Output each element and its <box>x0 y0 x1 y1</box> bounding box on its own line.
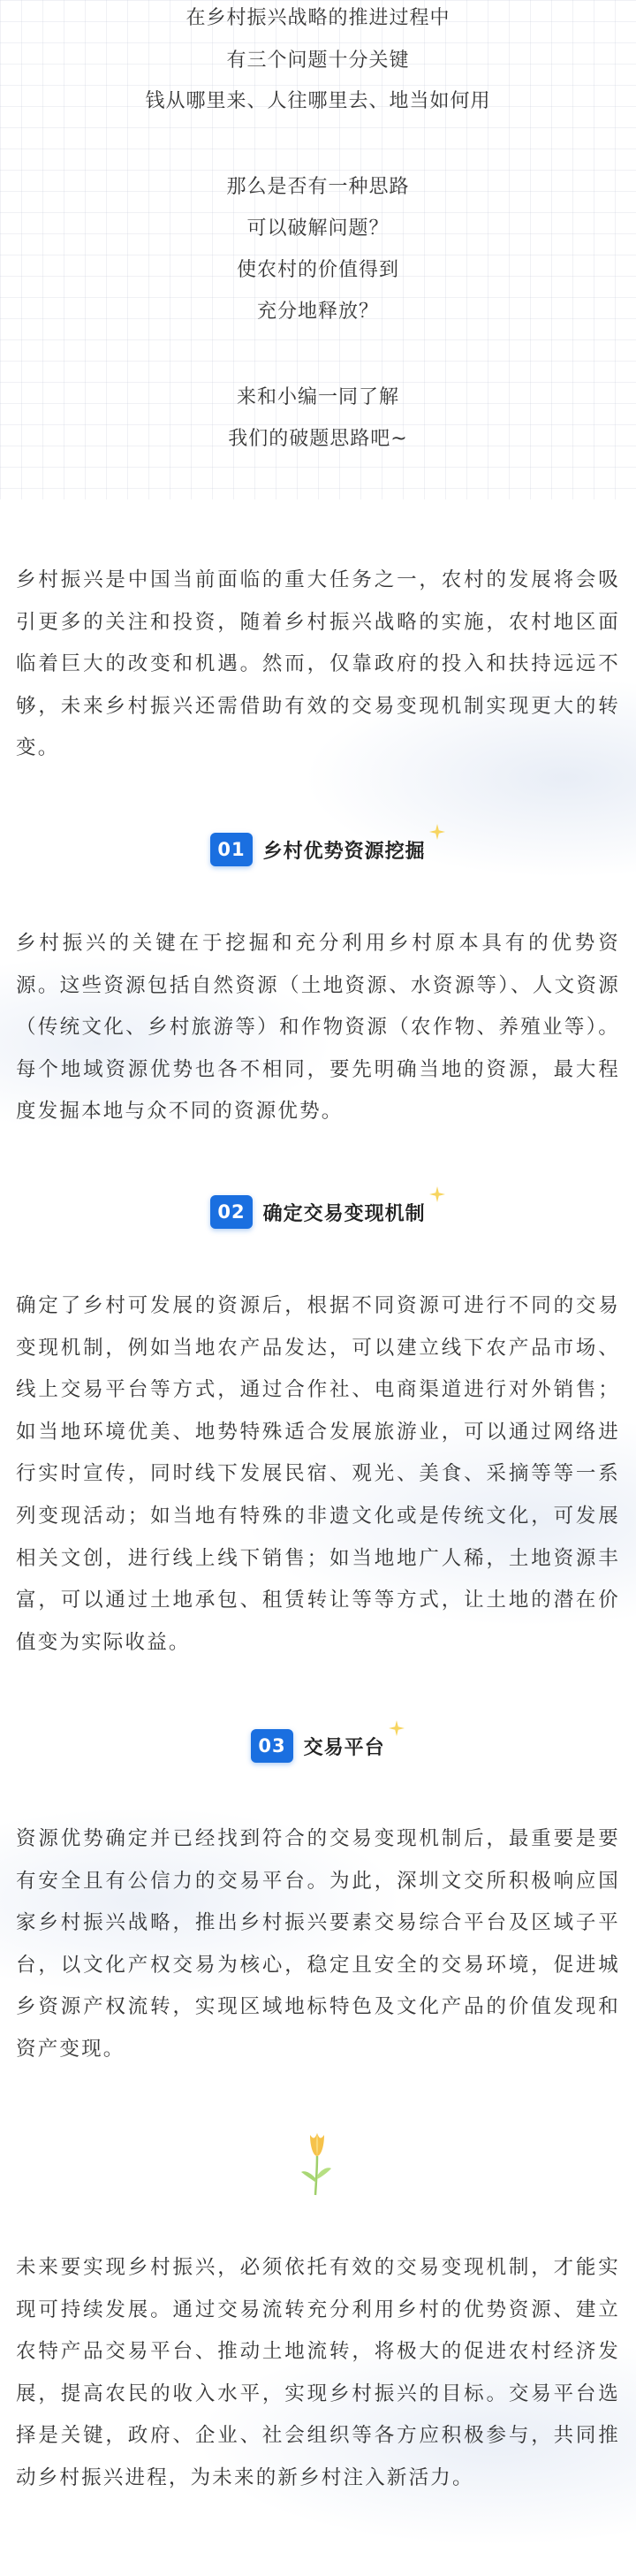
sparkle-icon <box>429 824 445 840</box>
intro-line: 可以破解问题？ <box>246 217 390 240</box>
intro-line: 有三个问题十分关键 <box>226 50 410 72</box>
section-header-02 <box>0 1190 636 1234</box>
section-title: 交易平台 <box>303 1736 385 1759</box>
section-header-03 <box>0 1724 636 1768</box>
intro-line: 来和小编一同了解 <box>236 386 399 408</box>
tulip-icon <box>298 2126 337 2197</box>
section-body-03: 资源优势确定并已经找到符合的交易变现机制后，最重要是要有安全且有公信力的交易平台。为此，深圳文交所积极响应国家乡村振兴战略，推出乡村振兴要素交易综合平台及区域子平台，以文化产权交易为核心，稳定且安全的交易环境，促进城乡资源产权流转，实现区域地标特色及文化产品的价值发现和资产变现。 <box>16 1827 620 2061</box>
intro-line: 我们的破题思路吧~ <box>228 428 408 450</box>
intro-block <box>0 0 636 499</box>
intro-line: 钱从哪里来、人往哪里去、地当如何用 <box>145 90 491 112</box>
intro-line: 那么是否有一种思路 <box>226 176 410 198</box>
sparkle-icon <box>389 1720 405 1736</box>
section-heading <box>210 1195 425 1229</box>
closing-paragraph: 未来要实现乡村振兴，必须依托有效的交易变现机制，才能实现可持续发展。通过交易流转充分利用乡村的优势资源、建立农特产品交易平台、推动土地流转，将极大的促进农村经济发展，提高农民的收入水平，实现乡村振兴的目标。交易平台选择是关键，政府、企业、社会组织等各方应积极参与，共同推动乡村振兴进程，为未来的新乡村注入新活力。 <box>16 2256 620 2489</box>
section-number-badge: 01 <box>210 833 252 866</box>
sparkle-icon <box>429 1186 445 1202</box>
section-body-01: 乡村振兴的关键在于挖掘和充分利用乡村原本具有的优势资源。这些资源包括自然资源（土地资源、水资源等）、人文资源（传统文化、乡村旅游等）和作物资源（农作物、养殖业等）。每个地域资源优势也各不相同，要先明确当地的资源，最大程度发掘本地与众不同的资源优势。 <box>16 932 620 1124</box>
section-header-01 <box>0 827 636 872</box>
section-number-badge: 02 <box>210 1195 252 1229</box>
section-number-badge: 03 <box>251 1729 292 1763</box>
intro-line: 在乡村振兴战略的推进过程中 <box>186 7 450 29</box>
section-title: 确定交易变现机制 <box>262 1202 426 1225</box>
section-title: 乡村优势资源挖掘 <box>262 840 426 863</box>
section-heading <box>251 1729 384 1763</box>
section-heading <box>210 833 425 866</box>
intro-line: 使农村的价值得到 <box>236 259 399 281</box>
intro-line: 充分地释放？ <box>256 301 379 323</box>
section-body-02: 确定了乡村可发展的资源后，根据不同资源可进行不同的交易变现机制，例如当地农产品发达，可以建立线下农产品市场、线上交易平台等方式，通过合作社、电商渠道进行对外销售；如当地环境优美、地势特殊适合发展旅游业，可以通过网络进行实时宣传，同时线下发展民宿、观光、美食、采摘等等一系列变现活动；如当地有特殊的非遗文化或是传统文化，可发展相关文创，进行线上线下销售；如当地地广人稀，土地资源丰富，可以通过土地承包、租赁转让等等方式，让土地的潜在价值变为实际收益。 <box>16 1294 620 1654</box>
opening-paragraph: 乡村振兴是中国当前面临的重大任务之一，农村的发展将会吸引更多的关注和投资，随着乡村振兴战略的实施，农村地区面临着巨大的改变和机遇。然而，仅靠政府的投入和扶持远远不够，未来乡村振兴还需借助有效的交易变现机制实现更大的转变。 <box>16 568 620 760</box>
